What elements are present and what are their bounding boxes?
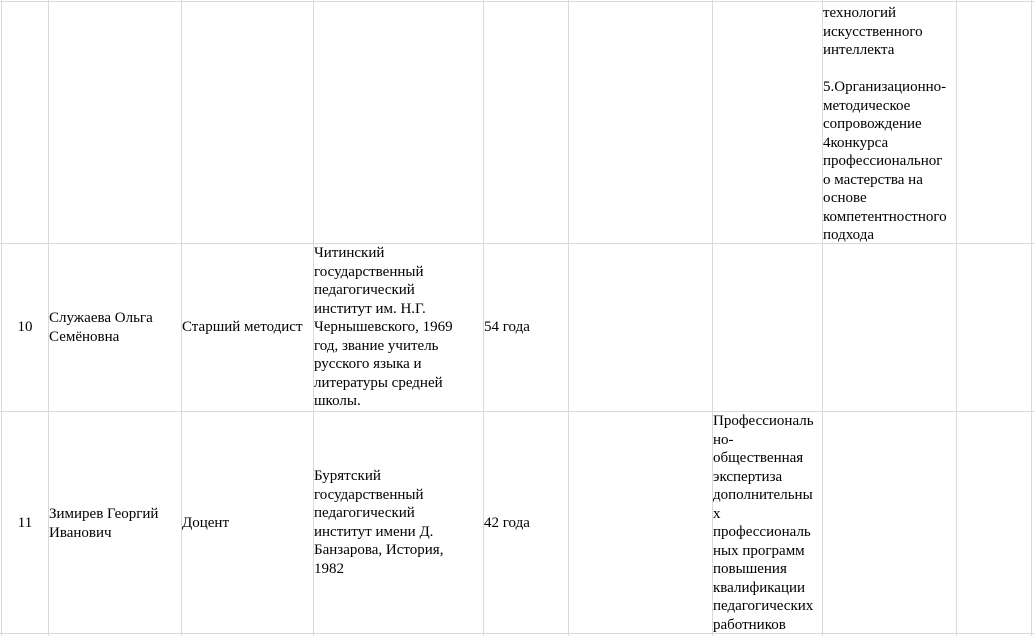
position-text: Доцент bbox=[182, 515, 229, 531]
activity-line: квалификации bbox=[713, 579, 806, 596]
column-border bbox=[568, 0, 569, 636]
table-cell-activity[interactable] bbox=[822, 4, 956, 245]
experience-text: 54 года bbox=[484, 319, 530, 335]
table-cell-experience[interactable] bbox=[483, 514, 568, 533]
row-number: 10 bbox=[17, 319, 33, 335]
activity-line: ных программ bbox=[713, 542, 805, 559]
education-line: год, звание учитель bbox=[314, 337, 439, 354]
cell-text-line: интеллекта bbox=[823, 42, 895, 58]
table-cell-activity[interactable] bbox=[712, 412, 822, 634]
cell-text-line: о мастерства на bbox=[823, 171, 923, 188]
education-line: русского языка и bbox=[314, 356, 422, 372]
cell-text-line: сопровождение bbox=[823, 116, 922, 132]
person-name-line: Зимирев Георгий bbox=[49, 506, 159, 522]
row-border bbox=[0, 1, 1034, 2]
education-line: Чернышевского, 1969 bbox=[314, 319, 453, 335]
education-line: педагогический bbox=[314, 505, 415, 521]
education-line: школы. bbox=[314, 393, 361, 409]
person-name-line: Иванович bbox=[49, 524, 112, 541]
table-cell-education[interactable] bbox=[313, 467, 483, 578]
activity-line: Профессиональ bbox=[713, 413, 814, 429]
table-cell-number[interactable] bbox=[1, 318, 48, 337]
person-name-line: Служаева Ольга bbox=[49, 310, 153, 326]
activity-line: повышения bbox=[713, 561, 787, 577]
education-line: Банзарова, История, bbox=[314, 542, 444, 558]
cell-text-line: основе bbox=[823, 190, 867, 206]
education-line: Бурятский bbox=[314, 468, 381, 484]
activity-line: дополнительны bbox=[713, 487, 813, 503]
cell-text-line: методическое bbox=[823, 97, 911, 114]
table-cell-experience[interactable] bbox=[483, 318, 568, 337]
table-cell-name[interactable] bbox=[48, 309, 181, 346]
cell-text-line: 4конкурса bbox=[823, 134, 889, 151]
cell-text-blank bbox=[823, 60, 956, 79]
table-cell-position[interactable] bbox=[181, 318, 313, 337]
cell-text-line: технологий bbox=[823, 5, 897, 21]
education-line: государственный bbox=[314, 263, 424, 280]
activity-line: но- bbox=[713, 431, 734, 448]
column-border bbox=[956, 0, 957, 636]
activity-line: х bbox=[713, 505, 721, 522]
education-line: институт им. Н.Г. bbox=[314, 300, 426, 317]
position-text: Старший методист bbox=[182, 319, 303, 335]
activity-line: общественная bbox=[713, 450, 804, 466]
education-line: педагогический bbox=[314, 282, 415, 298]
cell-text-line: 5.Организационно- bbox=[823, 79, 947, 95]
row-number: 11 bbox=[17, 515, 33, 531]
education-line: институт имени Д. bbox=[314, 523, 434, 540]
cell-text-line: профессиональног bbox=[823, 153, 943, 169]
education-line: литературы средней bbox=[314, 374, 443, 391]
column-border bbox=[1031, 0, 1032, 636]
cell-text-line: искусственного bbox=[823, 23, 923, 40]
education-line: государственный bbox=[314, 486, 424, 503]
activity-line: профессиональ bbox=[713, 524, 811, 540]
table-cell-number[interactable] bbox=[1, 514, 48, 533]
education-line: 1982 bbox=[314, 560, 344, 577]
activity-line: экспертиза bbox=[713, 468, 783, 485]
table-cell-position[interactable] bbox=[181, 514, 313, 533]
experience-text: 42 года bbox=[484, 515, 530, 531]
activity-line: педагогических bbox=[713, 598, 814, 614]
education-line: Читинский bbox=[314, 245, 385, 261]
activity-line: работников bbox=[713, 616, 786, 633]
table-cell-education[interactable] bbox=[313, 244, 483, 411]
row-border bbox=[0, 411, 1034, 412]
cell-text-line: подхода bbox=[823, 227, 875, 243]
person-name-line: Семёновна bbox=[49, 328, 120, 345]
table-cell-name[interactable] bbox=[48, 505, 181, 542]
row-border bbox=[0, 633, 1034, 634]
cell-text-line: компетентностного bbox=[823, 208, 947, 225]
